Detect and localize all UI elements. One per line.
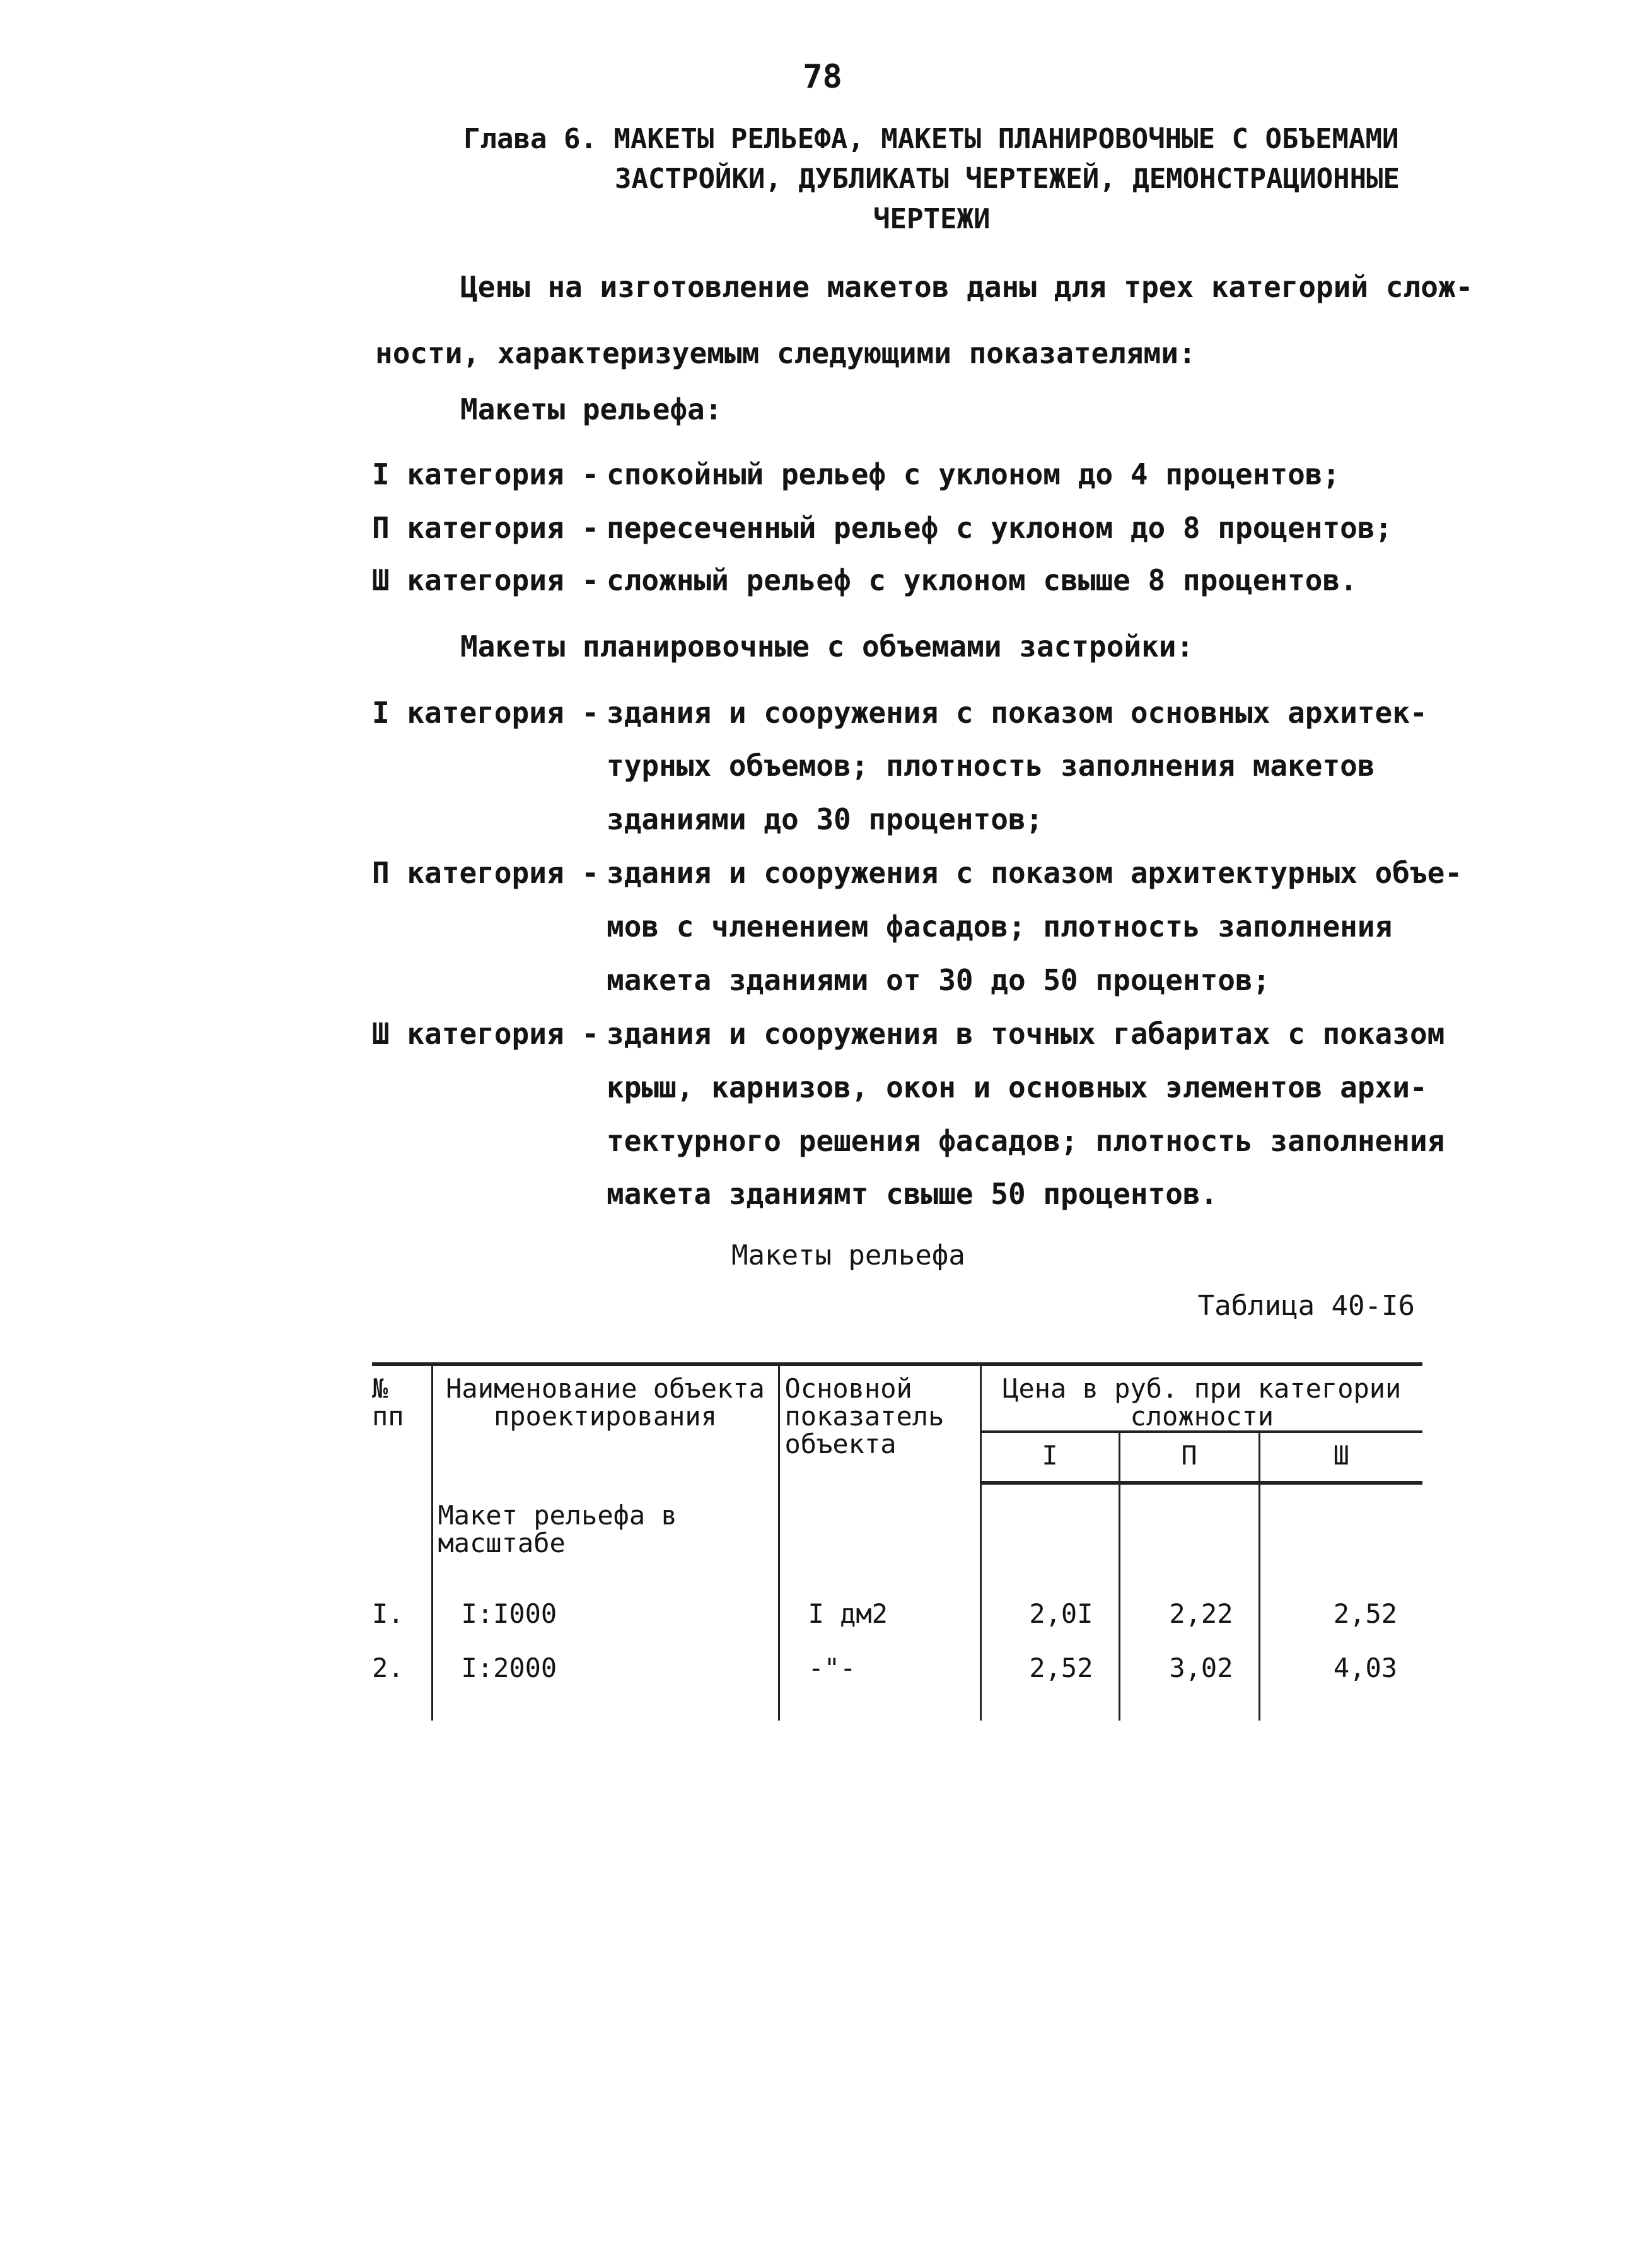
- table-row: [372, 1641, 1422, 1695]
- row-price-cat3: 4,03: [1259, 1641, 1422, 1695]
- group-label: Макет рельефа в масштабе: [432, 1483, 779, 1587]
- header-category-3: Ш: [1259, 1432, 1422, 1483]
- planning-category-3-line-3: тектурного решения фасадов; плотность заполнения: [607, 1124, 1445, 1158]
- planning-category-2-label: П категория -: [372, 856, 600, 890]
- chapter-title-line-1: Глава 6. МАКЕТЫ РЕЛЬЕФА, МАКЕТЫ ПЛАНИРОВОЧНЫЕ С ОБЪЕМАМИ: [463, 123, 1399, 155]
- planning-category-2-line-1: здания и сооружения с показом архитектурных объе-: [607, 856, 1463, 890]
- relief-category-1-text: спокойный рельеф с уклоном до 4 процентов;: [607, 457, 1340, 491]
- header-price: Цена в руб. при категории сложности: [980, 1364, 1422, 1432]
- header-name: Наименование объекта проектирования: [432, 1364, 779, 1483]
- chapter-title-line-3: ЧЕРТЕЖИ: [873, 203, 991, 235]
- intro-line-1: Цены на изготовление макетов даны для трех категорий слож-: [460, 270, 1474, 304]
- header-num: № пп: [372, 1364, 432, 1483]
- page-number: 78: [803, 58, 842, 96]
- planning-category-3-line-1: здания и сооружения в точных габаритах с показом: [607, 1017, 1445, 1051]
- row-price-cat1: 2,52: [980, 1641, 1119, 1695]
- planning-category-3-line-4: макета зданиямт свыше 50 процентов.: [607, 1177, 1218, 1211]
- table-row: [372, 1587, 1422, 1641]
- relief-category-3-text: сложный рельеф с уклоном свыше 8 процентов.: [607, 563, 1357, 597]
- row-scale: I:2000: [432, 1641, 779, 1695]
- relief-category-2-label: П категория -: [372, 511, 600, 545]
- planning-category-2-line-3: макета зданиями от 30 до 50 процентов;: [607, 963, 1270, 997]
- row-indicator: -"-: [779, 1641, 980, 1695]
- row-num: I.: [372, 1587, 432, 1641]
- header-category-2: П: [1119, 1432, 1259, 1483]
- chapter-title-line-2: ЗАСТРОЙКИ, ДУБЛИКАТЫ ЧЕРТЕЖЕЙ, ДЕМОНСТРАЦИОННЫЕ: [615, 163, 1400, 195]
- row-price-cat3: 2,52: [1259, 1587, 1422, 1641]
- price-table: [372, 1362, 1422, 1721]
- relief-category-3-label: Ш категория -: [372, 563, 600, 597]
- header-indicator: Основной показатель объекта: [779, 1364, 980, 1483]
- planning-category-3-label: Ш категория -: [372, 1017, 600, 1051]
- relief-category-2-text: пересеченный рельеф с уклоном до 8 процентов;: [607, 511, 1393, 545]
- table-title: Макеты рельефа: [731, 1239, 965, 1271]
- planning-category-1-line-3: зданиями до 30 процентов;: [607, 802, 1043, 836]
- intro-line-2: ности, характеризуемым следующими показателями:: [375, 336, 1196, 370]
- relief-category-1-label: I категория -: [372, 457, 600, 491]
- planning-category-1-line-2: турных объемов; плотность заполнения макетов: [607, 749, 1375, 783]
- planning-category-1-label: I категория -: [372, 696, 600, 730]
- header-category-1: I: [980, 1432, 1119, 1483]
- planning-category-2-line-2: мов с членением фасадов; плотность заполнения: [607, 909, 1393, 944]
- row-price-cat2: 2,22: [1119, 1587, 1259, 1641]
- row-price-cat2: 3,02: [1119, 1641, 1259, 1695]
- planning-category-1-line-1: здания и сооружения с показом основных архитек-: [607, 696, 1427, 730]
- row-price-cat1: 2,0I: [980, 1587, 1119, 1641]
- relief-title: Макеты рельефа:: [460, 392, 723, 426]
- group-num-cell: [372, 1483, 432, 1587]
- planning-title: Макеты планировочные с объемами застройки:: [460, 629, 1194, 663]
- row-indicator: I дм2: [779, 1587, 980, 1641]
- table-caption: Таблица 40-I6: [1197, 1290, 1415, 1322]
- row-scale: I:I000: [432, 1587, 779, 1641]
- planning-category-3-line-2: крыш, карнизов, окон и основных элементов архи-: [607, 1070, 1427, 1104]
- row-num: 2.: [372, 1641, 432, 1695]
